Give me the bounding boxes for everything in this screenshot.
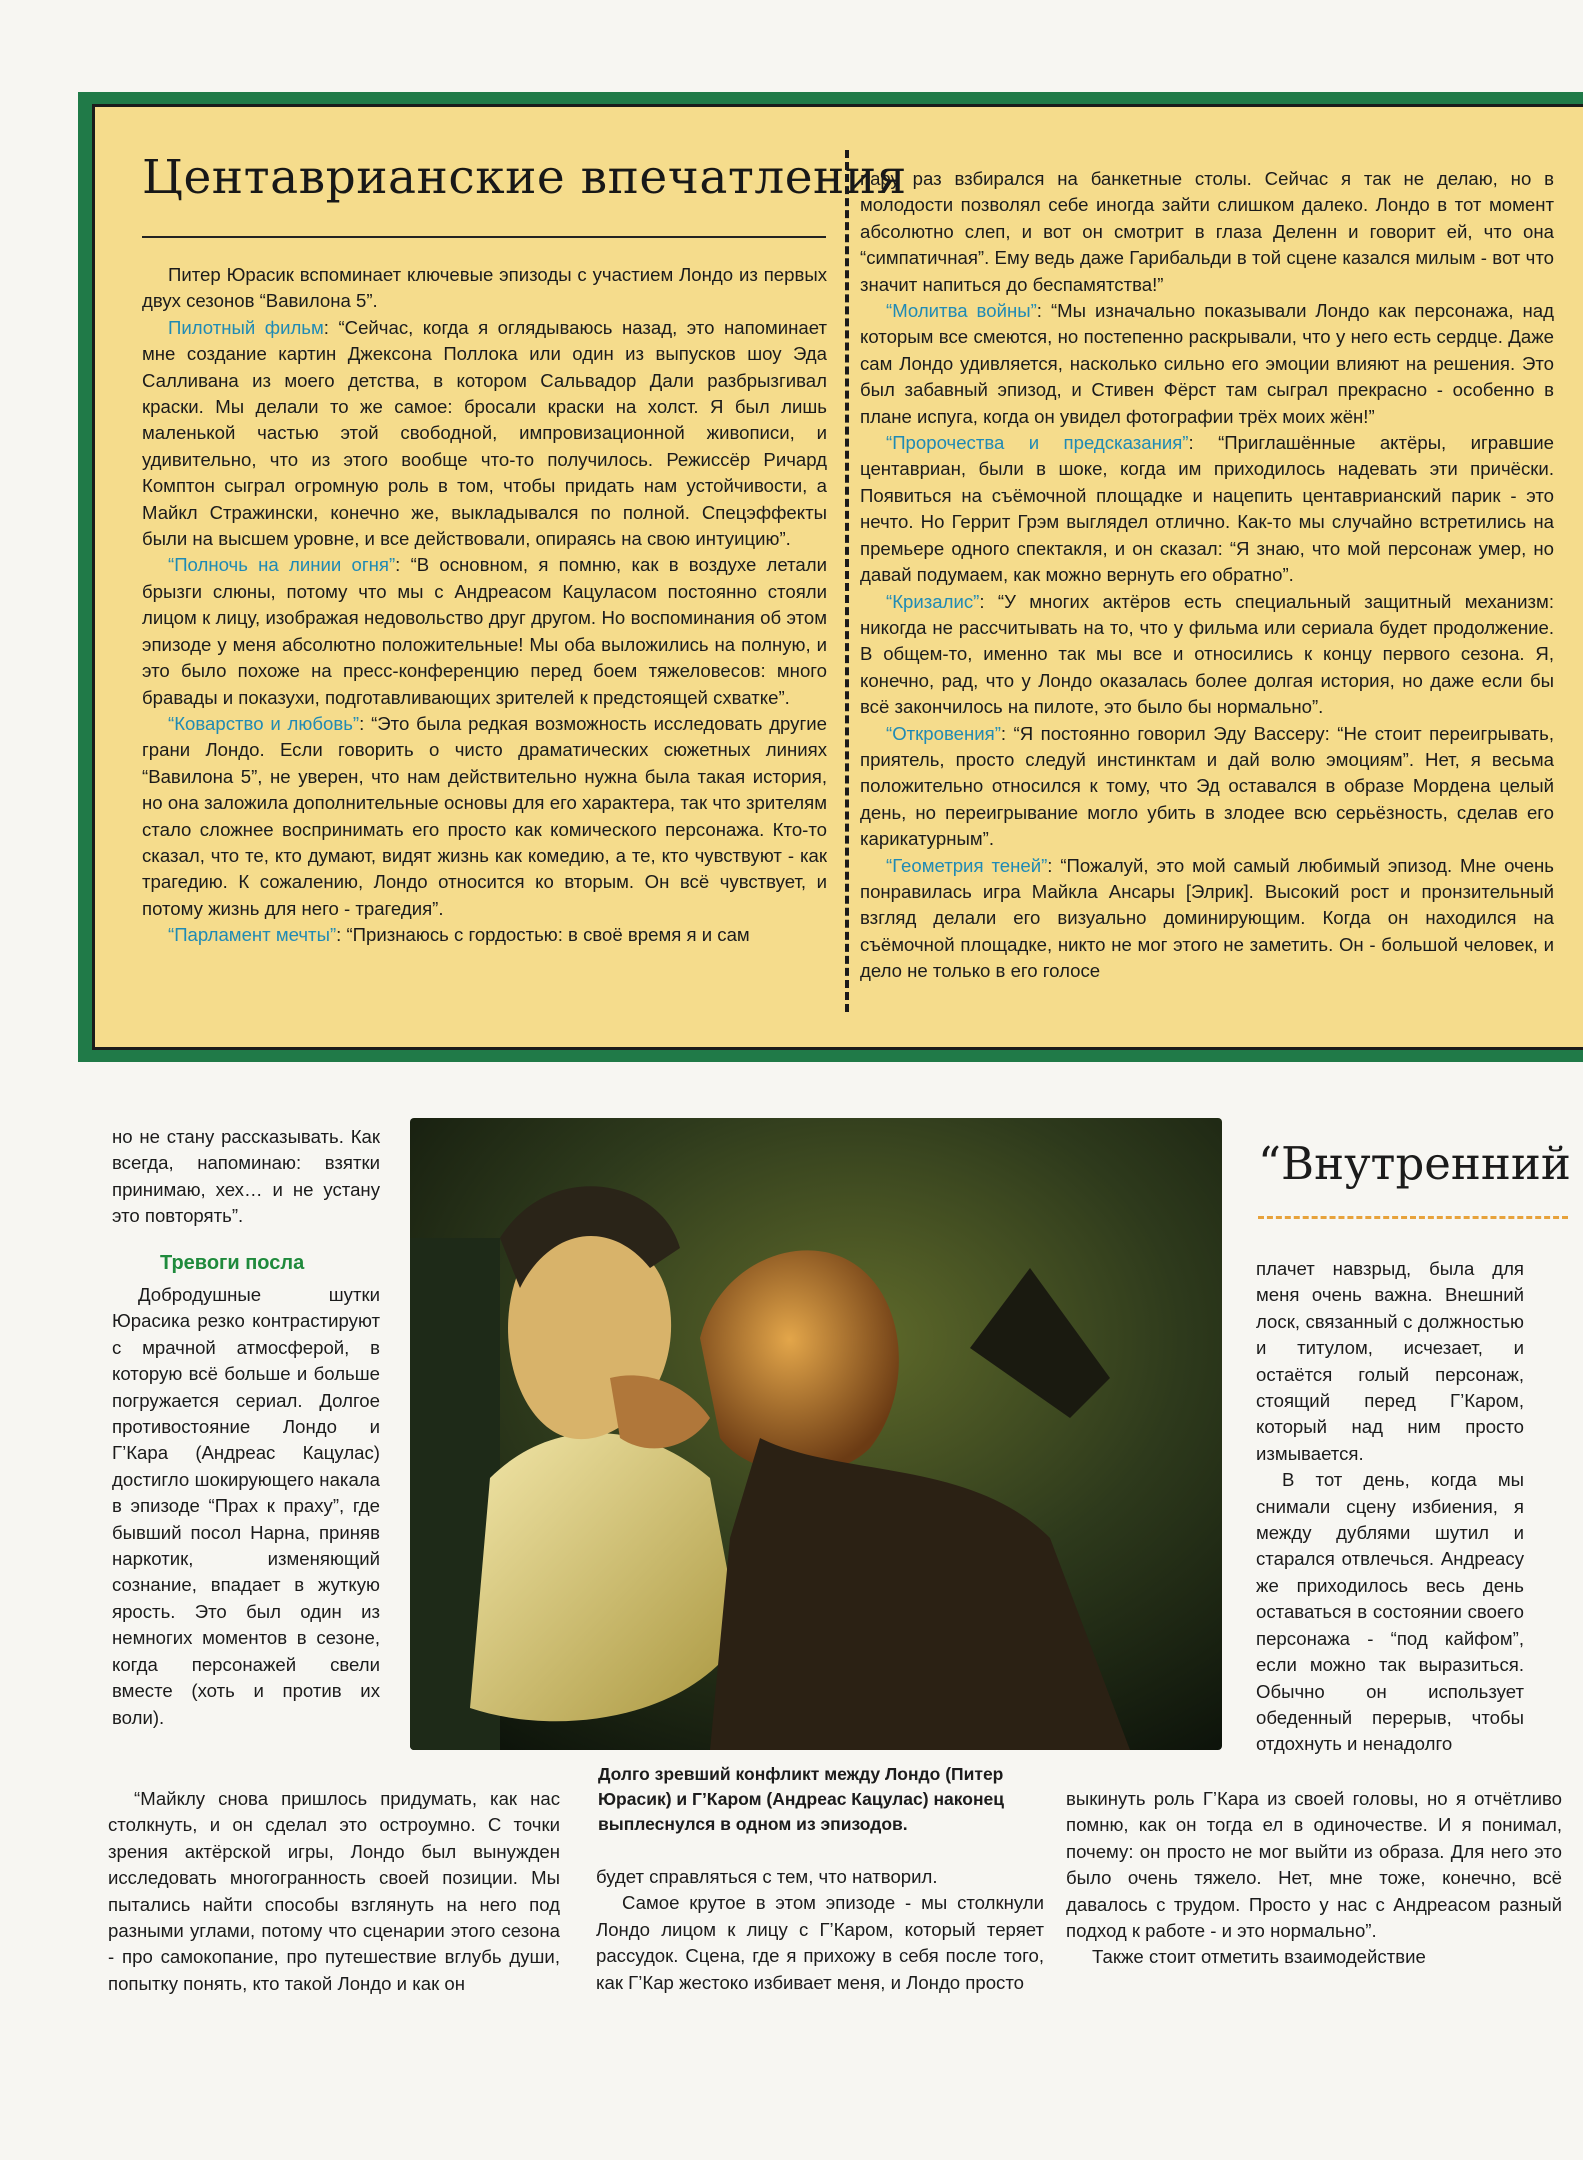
body-paragraph: “Майклу снова пришлось придумать, как нас столкнуть, и он сделал это остроумно. С точки зрения актёрской игры, Лондо был вынужден исследовать многогранность своей позиции. Мы пытались найти способы взглянуть на него под разными углами, потому что сценарии этого сезона - про самокопание, про путешествие вглубь души, попытку понять, кто такой Лондо и как он (108, 1788, 560, 1994)
episode-title: “Молитва войны” (886, 300, 1037, 322)
body-paragraph: Также стоит отметить взаимодействие (1092, 1946, 1426, 1968)
panel-paragraph: “Коварство и любовь”: “Это была редкая возможность исследовать другие грани Лондо. Если говорить о чисто драматических сюжетных линиях “Вавилона 5”, не уверен, что нам действительно нужна была такая история, но она заложила дополнительные основы для его характера, так что зрителям стало сложнее воспринимать его просто как комического персонажа. Кто-то сказал, что те, кто думают, видят жизнь как комедию, а те, кто чувствуют - как трагедию. К сожалению, Лондо относится ко вторым. Он всё чувствует, и потому жизнь для него - трагедия”. (142, 712, 827, 919)
body-text-block (112, 1282, 380, 1731)
photo-illustration (410, 1118, 1222, 1750)
panel-border-bottom (92, 1047, 1583, 1050)
body-paragraph: В тот день, когда мы снимали сцену избиения, я между дублями шутил и старался отвлечься. Андреасу же приходилось весь день оставаться в состоянии своего персонажа - “под кайфом”, если можно так выразиться. Обычно он использует обеденный перерыв, чтобы отдохнуть и ненадолго (1256, 1469, 1524, 1755)
episode-title: “Парламент мечты” (168, 924, 337, 946)
column-divider (845, 150, 849, 1012)
panel-paragraph: Питер Юрасик вспоминает ключевые эпизоды с участием Лондо из первых двух сезонов “Вавилона 5”. (142, 264, 827, 312)
panel-paragraph: “Парламент мечты”: “Признаюсь с гордостью: в своё время я и сам (168, 924, 750, 946)
panel-paragraph: “Молитва войны”: “Мы изначально показывали Лондо как персонажа, над которым все смеются, но постепенно раскрывали, что у него есть сердце. Даже сам Лондо удивляется, насколько сильно его эмоции влияют на решения. Это был забавный эпизод, и Стивен Фёрст там сыграл прекрасно - особенно в плане испуга, когда он увидел фотографии трёх моих жён!” (860, 300, 1554, 427)
section-subheading: Тревоги посла (160, 1252, 305, 1274)
panel-right-column (860, 166, 1554, 985)
episode-title: “Полночь на линии огня” (168, 554, 396, 576)
photo-caption: Долго зревший конфликт между Лондо (Питер Юрасик) и Г’Каром (Андреас Кацулас) наконец выплеснулся в одном из эпизодов. (598, 1764, 1005, 1834)
body-text-block (1066, 1786, 1562, 1971)
panel-title: Центаврианские впечатления (142, 150, 907, 205)
panel-paragraph: “Полночь на линии огня”: “В основном, я помню, как в воздухе летали брызги слюны, потому что мы с Андреасом Кацуласом постоянно стояли лицом к лицу, изображая недовольство друг другом. Но воспоминания об этом эпизоде у меня абсолютно положительные! Мы оба выложились на полную, и это было похоже на пресс-конференцию перед боем тяжеловесов: много бравады и показухи, подготавливающих зрителей к предстоящей схватке”. (142, 554, 827, 708)
panel-paragraph: пару раз взбирался на банкетные столы. Сейчас я так не делаю, но в молодости позволял себе иногда зайти слишком далеко. Лондо в тот момент абсолютно слеп, и вот он смотрит в глаза Деленн и говорит ей, что она “симпатичная”. Ему ведь даже Гарибальди в той сцене казался милым - вот что значит напиться до беспамятства!” (860, 168, 1554, 295)
body-paragraph: плачет навзрыд, была для меня очень важна. Внешний лоск, связанный с должностью и титулом, исчезает, и остаётся голый персонаж, стоящий перед Г’Каром, который над ним просто измывается. (1256, 1258, 1524, 1464)
episode-photo (410, 1118, 1222, 1750)
episode-title: “Пророчества и предсказания” (886, 432, 1189, 454)
panel-paragraph: Пилотный фильм: “Сейчас, когда я оглядываюсь назад, это напоминает мне создание картин Джексона Поллока или один из выпусков шоу Эда Салливана из моего детства, в котором Сальвадор Дали разбрызгивал краски. Мы делали то же самое: бросали краски на холст. Я был лишь маленькой частью этой свободной, импровизационной живописи, и удивительно, что из этого вообще что-то получилось. Режиссёр Ричард Комптон сыграл огромную роль в том, чтобы придать нам устойчивости, а Майкл Стражински, конечно же, выкладывался по полной. Спецэффекты были на высшем уровне, и все действовали, опираясь на свою интуицию”. (142, 316, 827, 550)
body-text-block (1256, 1256, 1524, 1758)
panel-border-top (92, 104, 1583, 107)
body-text-block (112, 1124, 380, 1230)
body-paragraph: Самое крутое в этом эпизоде - мы столкнули Лондо лицом к лицу с Г’Каром, который теряет рассудок. Сцена, где я прихожу в себя после того, как Г’Кар жестоко избивает меня, и Лондо просто (596, 1892, 1044, 1993)
panel-paragraph: “Откровения”: “Я постоянно говорил Эду Вассеру: “Не стоит переигрывать, приятель, просто следуй инстинктам и дай волю эмоциям”. Нет, я весьма положительно относился к тому, что Эд оставался в образе Мордена целый день, но переигрывание могло убить в злодее всю серьёзность, сделав его карикатурным”. (860, 722, 1554, 850)
body-paragraph: выкинуть роль Г’Кара из своей головы, но я отчётливо помню, как он тогда ел в одиночестве. И я понимал, почему: он просто не мог выйти из образа. Для него это было очень тяжело. Нет, мне тоже, конечно, всё давалось с трудом. Просто у нас с Андреасом разный подход к работе - и это нормально”. (1066, 1788, 1562, 1942)
body-text-block (596, 1864, 1044, 1996)
body-paragraph: но не стану рассказывать. Как всегда, напоминаю: взятки принимаю, хех… и не устану это повторять”. (112, 1126, 380, 1227)
episode-title: “Откровения” (886, 722, 1001, 744)
episode-title: Пилотный фильм (168, 316, 324, 338)
episode-title: “Коварство и любовь” (168, 712, 360, 734)
londo-body (470, 1433, 740, 1721)
panel-paragraph: “Геометрия теней”: “Пожалуй, это мой самый любимый эпизод. Мне очень понравилась игра Майкла Ансары [Элрик]. Высокий рост и пронзительный взгляд делали его визуально доминирующим. Когда он находился на съёмочной площадке, никто не мог этого не заметить. Он - большой человек, и дело не только в его голосе (860, 854, 1554, 982)
body-text-block (108, 1786, 560, 1997)
pull-quote-divider (1258, 1216, 1568, 1219)
pull-quote-title: “Внутренний (1258, 1137, 1571, 1190)
episode-title: “Кризалис” (886, 590, 980, 612)
panel-paragraph: “Кризалис”: “У многих актёров есть специальный защитный механизм: никогда не рассчитывать на то, что у фильма или сериала будет продолжение. В общем-то, именно так мы все и относились к концу первого сезона. Я, конечно, рад, что у Лондо оказалась более долгая история, но даже если бы всё закончилось на пилоте, это было бы нормально”. (860, 590, 1554, 718)
title-underline (142, 236, 826, 238)
panel-border-left (92, 104, 95, 1050)
body-paragraph: будет справляться с тем, что натворил. (596, 1866, 938, 1887)
body-paragraph: Добродушные шутки Юрасика резко контрастируют с мрачной атмосферой, в которую всё больше и больше погружается сериал. Долгое противостояние Лондо и Г’Кара (Андреас Кацулас) достигло шокирующего накала в эпизоде “Прах к праху”, где бывший посол Нарна, приняв наркотик, изменяющий сознание, впадает в жуткую ярость. Это был один из немногих моментов в сезоне, когда персонажей свели вместе (хоть и против их воли). (112, 1284, 380, 1728)
panel-left-column (142, 262, 827, 949)
panel-paragraph: “Пророчества и предсказания”: “Приглашённые актёры, игравшие центавриан, были в шоке, когда им приходилось надевать эти причёски. Появиться на съёмочной площадке и нацепить центаврианский парик - это нечто. Но Геррит Грэм выглядел отлично. Как-то мы случайно встретились на премьере одного спектакля, и он сказал: “Я знаю, что мой персонаж умер, но давай подумаем, как можно вернуть его обратно”. (860, 432, 1554, 586)
episode-title: “Геометрия теней” (886, 854, 1048, 876)
